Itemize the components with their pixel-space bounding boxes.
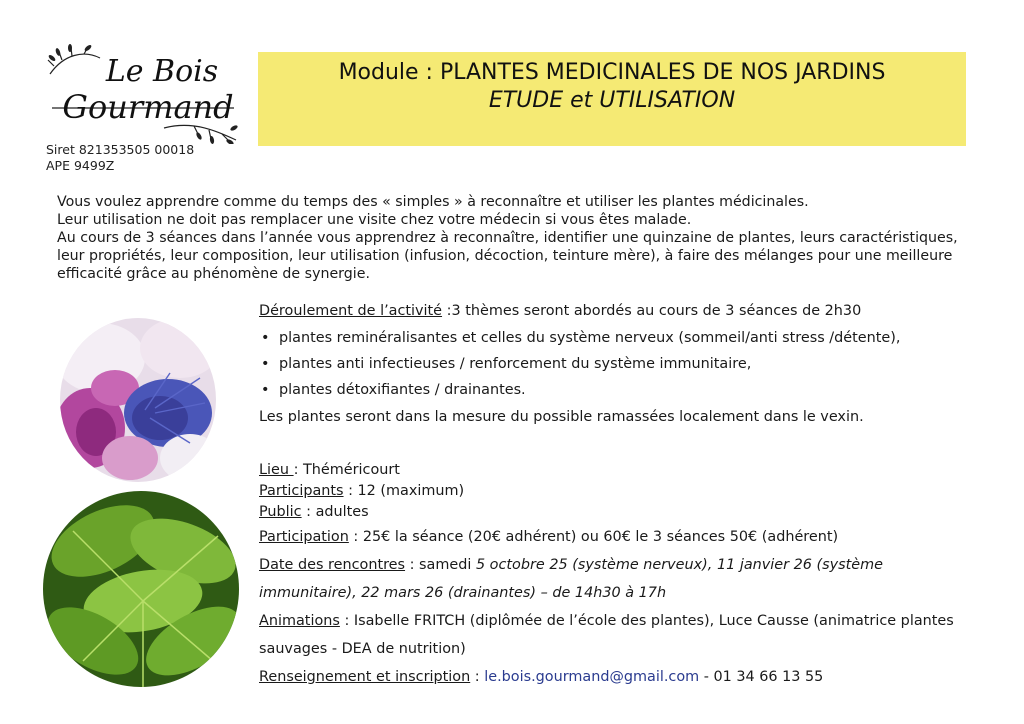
renseignement [259,663,979,691]
participation-value: : 25€ la séance (20€ adhérent) ou 60€ le 3 séances 50€ (adhérent) [348,529,839,545]
logo-line-2: Gourmand [62,88,234,126]
page-title: Module : PLANTES MEDICINALES DE NOS JARDINS [338,60,886,85]
public-value: : adultes [301,504,369,520]
public-label: Public [259,504,302,520]
intro-line-3: Au cours de 3 séances dans l’année vous apprendrez à reconnaître, identifier une quinzaine de plantes, leurs caractéristiques, leur propriétés, leur composition, leur utilisation (infusion, décoction, teinture mère), à faire des mélanges pour une meilleure efficacité grâce au phénomène de synergie. [57,230,958,282]
company-ids [46,142,194,174]
intro-line-1: Vous voulez apprendre comme du temps des « simples » à reconnaître et utiliser les plantes médicinales. [57,194,809,210]
deroulement-text: :3 thèmes seront abordés au cours de 3 séances de 2h30 [442,303,862,319]
theme-item: • plantes détoxifiantes / drainantes. [259,377,979,403]
deroulement [259,300,979,322]
participants [259,481,979,502]
public [259,502,979,523]
animations-label: Animations [259,613,340,629]
intro [57,193,987,283]
participation-label: Participation [259,529,349,545]
animations-value: : Isabelle FRITCH (diplômée de l’école des plantes), Luce Causse (animatrice plantes sauvages - DEA de nutrition) [259,613,954,657]
logo [44,44,240,144]
dates [259,551,979,607]
phone: - 01 34 66 13 55 [699,669,824,685]
logo-line-1: Le Bois [105,54,219,89]
dates-prefix: : samedi [405,557,476,573]
activity-details [259,300,979,691]
email-link[interactable]: le.bois.gourmand@gmail.com [484,669,700,685]
lieu-label: Lieu [259,462,294,478]
leaf-photo [43,491,239,687]
local-note: Les plantes seront dans la mesure du possible ramassées localement dans le vexin. [259,409,864,425]
flower-photo [60,318,216,482]
theme-item: • plantes reminéralisantes et celles du système nerveux (sommeil/anti stress /détente), [259,325,979,351]
deroulement-label: Déroulement de l’activité [259,303,443,319]
renseignement-sep: : [470,669,485,685]
renseignement-label: Renseignement et inscription [259,669,471,685]
dates-value: 5 octobre 25 (système nerveux), 11 janvier 26 (système immunitaire), 22 mars 26 (drainantes) – de 14h30 à 17h [259,557,884,601]
participants-value: : 12 (maximum) [343,483,465,499]
page-subtitle: ETUDE et UTILISATION [488,88,736,113]
lieu [259,460,979,481]
animations [259,607,979,663]
ape-code: APE 9499Z [46,158,115,173]
lieu-value: : Théméricourt [293,462,400,478]
siret: Siret 821353505 00018 [46,142,195,157]
themes-list [259,325,979,403]
participation [259,523,979,551]
intro-line-2: Leur utilisation ne doit pas remplacer une visite chez votre médecin si vous êtes malade. [57,212,692,228]
info-block [259,460,979,691]
theme-item: • plantes anti infectieuses / renforcement du système immunitaire, [259,351,979,377]
title-box [258,52,966,146]
participants-label: Participants [259,483,344,499]
dates-label: Date des rencontres [259,557,406,573]
